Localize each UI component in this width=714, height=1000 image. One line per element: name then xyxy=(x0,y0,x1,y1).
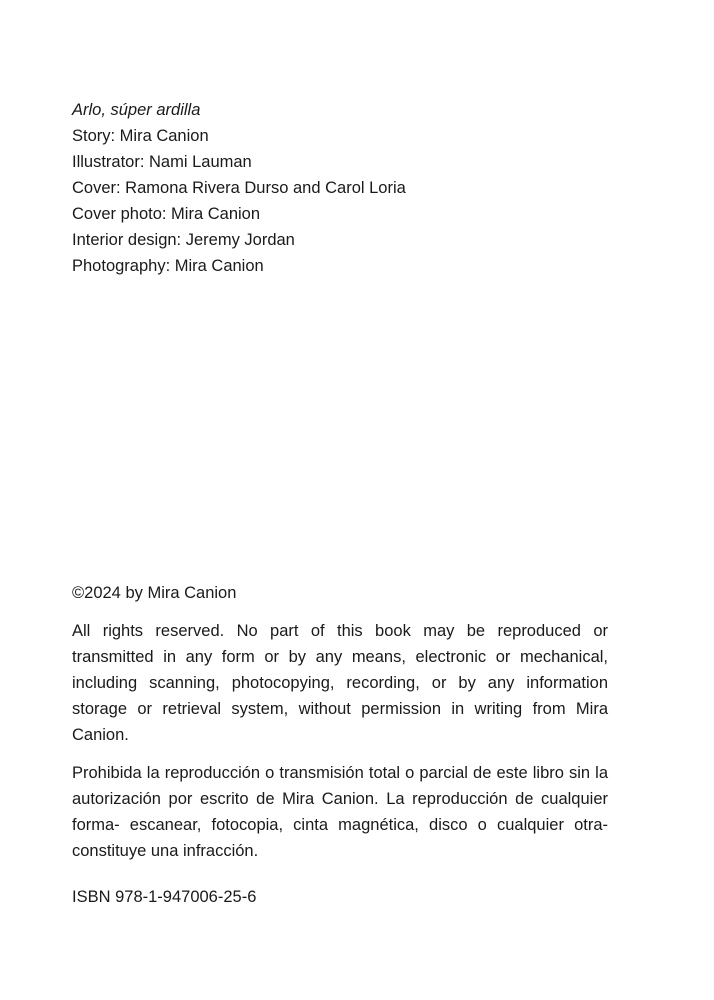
book-title: Arlo, súper ardilla xyxy=(72,101,201,119)
rights-statement-english: All rights reserved. No part of this book may be reproduced or transmitted in any form or by any means, electronic or mechanical, including scanning, photocopying, recording, or by any information storage or retrieval system, without permission in writing from Mira Canion. xyxy=(72,622,608,744)
story-credit: Story: Mira Canion xyxy=(72,127,209,145)
cover-credit: Cover: Ramona Rivera Durso and Carol Loria xyxy=(72,179,406,197)
rights-statement-spanish: Prohibida la reproducción o transmisión total o parcial de este libro sin la autorización por escrito de Mira Canion. La reproducción de cualquier forma- escanear, fotocopia, cinta magnética, disco o cualquier otra- constituye una infracción. xyxy=(72,764,608,860)
interior-design-credit: Interior design: Jeremy Jordan xyxy=(72,231,295,249)
photography-credit: Photography: Mira Canion xyxy=(72,257,264,275)
copyright-block xyxy=(72,580,608,876)
illustrator-credit: Illustrator: Nami Lauman xyxy=(72,153,252,171)
cover-photo-credit: Cover photo: Mira Canion xyxy=(72,205,261,223)
credits-block xyxy=(72,97,632,279)
isbn-number: ISBN 978-1-947006-25-6 xyxy=(72,888,257,906)
copyright-notice: ©2024 by Mira Canion xyxy=(72,584,237,602)
